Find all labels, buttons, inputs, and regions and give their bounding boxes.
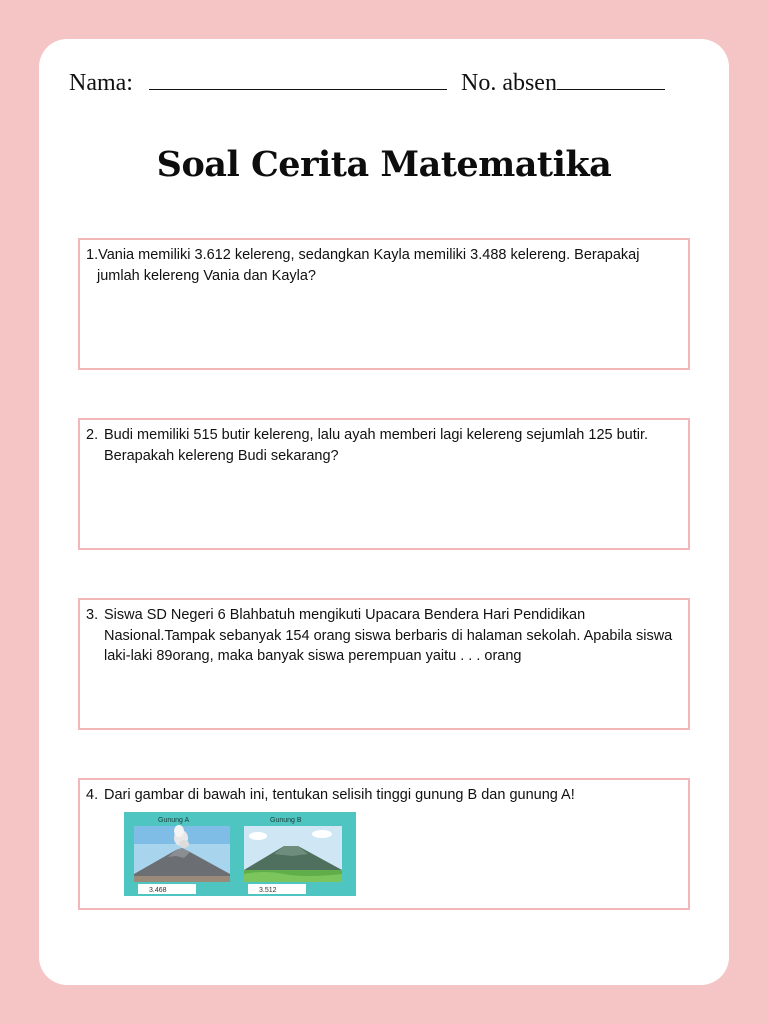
mountain-figure [124, 812, 356, 896]
question-box-1[interactable] [78, 238, 690, 370]
mountain-b-label: Gunung B [270, 817, 302, 824]
mountain-a-label: Gunung A [158, 817, 190, 824]
absen-blank[interactable] [557, 69, 665, 90]
mountain-a-height: 3.468 [149, 887, 167, 894]
question-2-body: Budi memiliki 515 butir kelereng, lalu ayah memberi lagi kelereng sejumlah 125 butir. Berapakah kelereng Budi sekarang? [104, 427, 649, 464]
page-title: Soal Cerita Matematika [156, 144, 612, 185]
question-box-4[interactable] [78, 778, 690, 910]
question-1-text [80, 240, 688, 286]
question-1-body: Vania memiliki 3.612 kelereng, sedangkan Kayla memiliki 3.488 kelereng. Berapakaj jumlah kelereng Vania dan Kayla? [97, 247, 640, 284]
worksheet [39, 39, 729, 985]
question-box-2[interactable] [78, 418, 690, 550]
question-3-text [80, 600, 688, 667]
question-3-body: Siswa SD Negeri 6 Blahbatuh mengikuti Upacara Bendera Hari Pendidikan Nasional.Tampak sebanyak 154 orang siswa berbaris di halaman sekolah. Apabila siswa laki-laki 89orang, maka banyak siswa perempuan yaitu . . . orang [104, 607, 673, 664]
name-label: Nama: [69, 70, 133, 96]
question-1-number: 1. [86, 247, 99, 263]
question-4-text [80, 780, 688, 806]
mountain-a-panel [134, 825, 230, 882]
question-4-body: Dari gambar di bawah ini, tentukan selisih tinggi gunung B dan gunung A! [104, 787, 575, 803]
question-4-number: 4. [86, 787, 99, 803]
header-line [69, 69, 665, 97]
mountain-b-panel [244, 826, 342, 882]
mountain-b-height: 3.512 [259, 887, 277, 894]
question-2-text [80, 420, 688, 466]
absen-label: No. absen [460, 70, 557, 96]
question-box-3[interactable] [78, 598, 690, 730]
question-2-number: 2. [86, 427, 99, 443]
name-blank[interactable] [149, 69, 447, 90]
question-3-number: 3. [86, 607, 99, 623]
